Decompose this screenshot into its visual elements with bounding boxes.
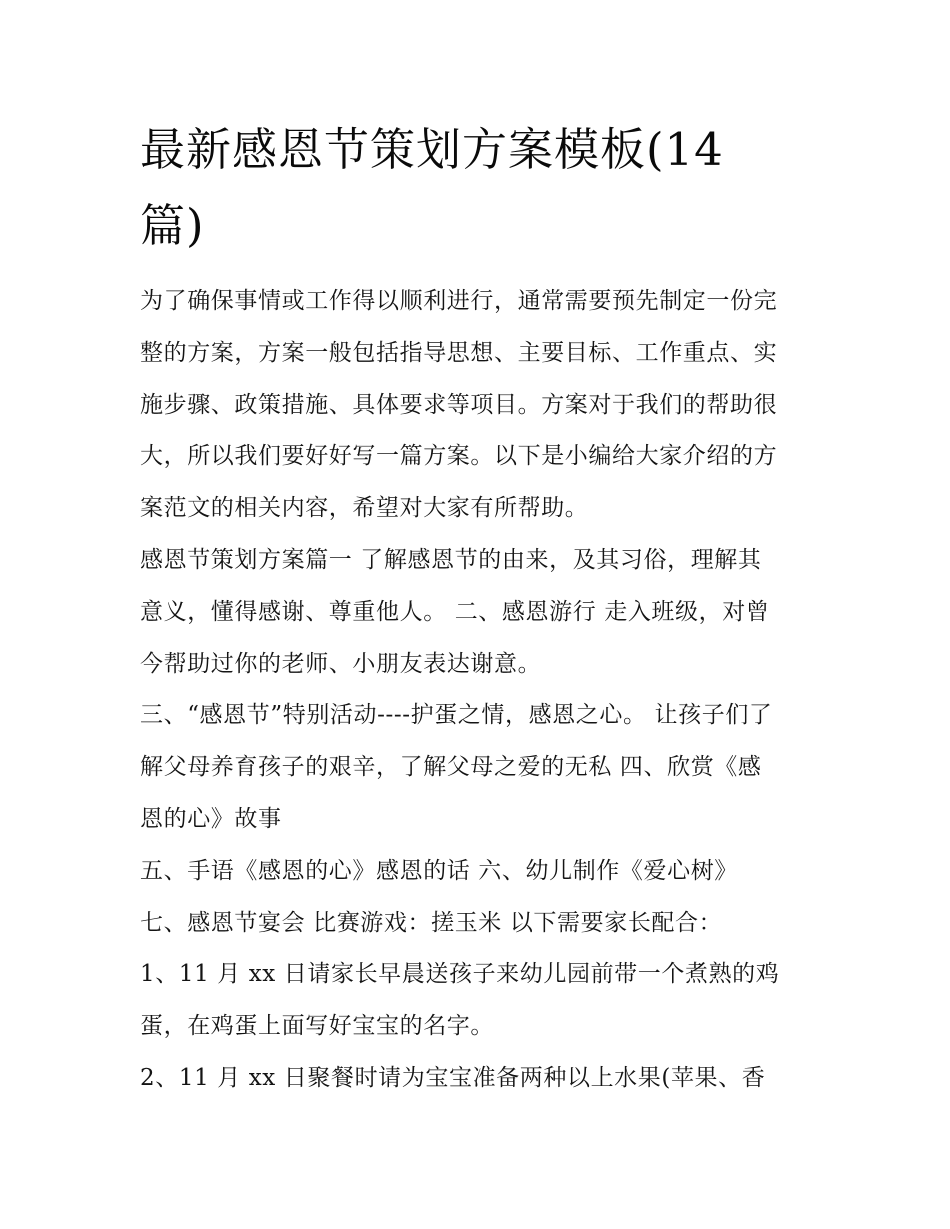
text-line: 感恩节策划方案篇一 了解感恩节的由来，及其习俗，理解其	[140, 546, 762, 573]
text-line: 整的方案，方案一般包括指导思想、主要目标、工作重点、实	[140, 339, 778, 366]
text-line: 解父母养育孩子的艰辛，了解父母之爱的无私 四、欣赏《感	[140, 754, 762, 781]
text-line: 七、感恩节宴会 比赛游戏：搓玉米 以下需要家长配合：	[140, 909, 723, 936]
text-line: 五、手语《感恩的心》感恩的话 六、幼儿制作《爱心树》	[140, 857, 738, 884]
text-line: 三、“感恩节”特别活动----护蛋之情，感恩之心。 让孩子们了	[140, 702, 773, 729]
text-line: 1、11 月 xx 日请家长早晨送孩子来幼儿园前带一个煮熟的鸡	[140, 961, 780, 988]
title-line: 最新感恩节策划方案模板(14	[140, 123, 724, 176]
text-line: 施步骤、政策措施、具体要求等项目。方案对于我们的帮助很	[140, 391, 778, 418]
text-line: 今帮助过你的老师、小朋友表达谢意。	[140, 650, 542, 677]
document-body	[140, 276, 820, 1105]
text-line: 大，所以我们要好好写一篇方案。以下是小编给大家介绍的方	[140, 443, 778, 470]
paragraph-section-three	[140, 690, 820, 845]
paragraph-section-one	[140, 535, 820, 690]
title-line: 篇)	[140, 199, 205, 252]
paragraph-intro	[140, 276, 820, 535]
text-line: 为了确保事情或工作得以顺利进行，通常需要预先制定一份完	[140, 288, 778, 314]
text-line: 恩的心》故事	[140, 805, 282, 832]
text-line: 意义，懂得感谢、尊重他人。 二、感恩游行 走入班级，对曾	[140, 598, 770, 625]
text-line: 蛋，在鸡蛋上面写好宝宝的名字。	[140, 1013, 494, 1040]
document-title	[140, 112, 820, 264]
paragraph-item-two	[140, 1053, 820, 1105]
text-line: 2、11 月 xx 日聚餐时请为宝宝准备两种以上水果(苹果、香	[140, 1064, 766, 1091]
paragraph-section-five	[140, 846, 820, 898]
paragraph-section-seven	[140, 898, 820, 950]
paragraph-item-one	[140, 949, 820, 1053]
text-line: 案范文的相关内容，希望对大家有所帮助。	[140, 495, 589, 522]
